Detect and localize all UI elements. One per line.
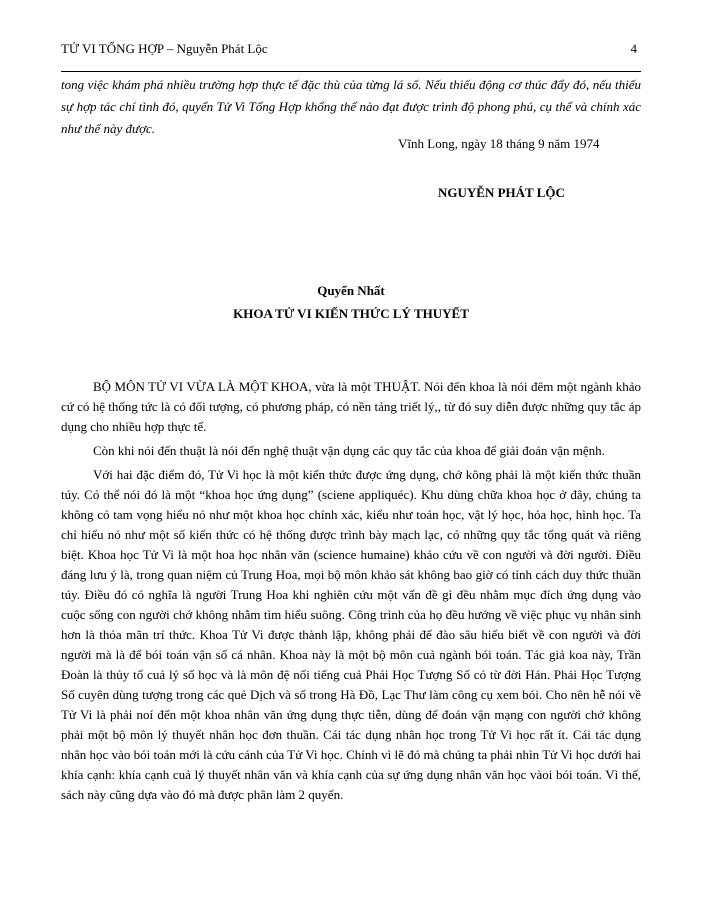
- header-rule: [61, 71, 641, 72]
- section-title: KHOA TỬ VI KIẾN THỨC LÝ THUYẾT: [233, 306, 469, 321]
- body-paragraph: Còn khi nói đến thuật là nói đến nghệ thuật vận dụng các quy tắc của khoa để giải đoán vận mệnh.: [93, 443, 605, 458]
- header-title: TỬ VI TỔNG HỢP – Nguyễn Phát Lộc: [61, 41, 268, 56]
- page-number: 4: [630, 41, 637, 56]
- page-header: [61, 41, 641, 61]
- date-line: Vĩnh Long, ngày 18 tháng 9 năm 1974: [398, 136, 600, 151]
- author-signature: NGUYỄN PHÁT LỘC: [438, 185, 565, 200]
- book-label: Quyển Nhất: [317, 283, 385, 298]
- intro-paragraph: tong việc khám phá nhiều trường hợp thực tế đặc thù của từng lá số. Nếu thiếu động cơ thúc đẩy đó, nếu thiếu sự hợp tác chí tình đó, quyển Tử Vi Tổng Hợp khổng thể nào đạt được trình độ phong phú, cụ thể và chính xác như thế này được.: [61, 77, 641, 136]
- body-paragraph: Với hai đặc điểm đó, Tử Vi học là một kiến thức được ứng dụng, chớ kông phải là một kiến thức thuần túy. Có thể nói đó là một “khoa học ứng dụng” (sciene appliquéc). Khu dùng chữa khoa học ở đây, chúng ta không có tam vọng hiểu nó như một khoa học chính xác, kiểu như toán học, vật lý học, hóa học, hình học. Ta chỉ hiểu nó như một số kiến thức có hệ thống được trình bày mạch lạc, có những quy tắc tổng quát và riêng biệt. Khoa học Tử Vi là một hoa học nhân văn (science humaine) khảo cứu về con người và đời người. Điều đáng lưu ý là, trong quan niệm củ Trung Hoa, mọi bộ môn khảo sát không bao giờ có tính cách duy thức thuần túy. Điều đó có nghĩa là người Trung Hoa khi nghiên cứu một vấn đề gì đều nhằm mục đích ứng dụng vào cuộc sống con người chớ không nhằm tìm hiểu suông. Công trình của họ đều hướng về việc phục vụ nhân sinh hơn là thỏa mãn trí thức. Khoa Tử Vi được thành lập, không phải để đào sâu hiểu biết về con người và đời người mà là để bói toán vận số cá nhân. Khoa này là một bộ môn cuả ngành bói toán. Tác giả koa này, Trần Đoàn là thủy tổ cuả lý số học và là môn đệ nổi tiếng cuả Phái Học Tượng Số có từ đời Hán. Phái Học Tượng Số cuyên dùng tượng trong các quẻ Dịch và số trong Hà Đồ, Lạc Thư làm công cụ xem bói. Cho nên hễ nói về Tử Vi là phải noí đến một khoa nhân văn ứng dụng thực tiễn, dùng để đoán vận mạng con người chớ không phải một bộ môn lý thuyết nhân học đơn thuần. Cái tác dụng nhân học trong Tử Vi học rất ít. Cái tác dụng nhân học vào bói toán mới là cứu cánh của Tử Vi học. Chính vì lẽ đó mà chúng ta phải nhìn Tử Vi học dưới hai khía cạnh: khía cạnh cuả lý thuyết nhân văn và khía cạnh của sự ứng dụng nhân văn học vàoi bói toán. Vì thế, sách này cũng dựa vào đó mà được phân làm 2 quyển.: [61, 467, 641, 802]
- body-text: [61, 377, 641, 809]
- body-paragraph: BỘ MÔN TỬ VI VỪA LÀ MỘT KHOA, vừa là một THUẬT. Nói đến khoa là nói đêm một ngành khảo cứ có hệ thống tức là có đối tượng, có phương pháp, có nền tảng triết lý,, từ đó suy diễn được những quy tắc áp dụng cho nhiều hợp thực tế.: [61, 379, 641, 434]
